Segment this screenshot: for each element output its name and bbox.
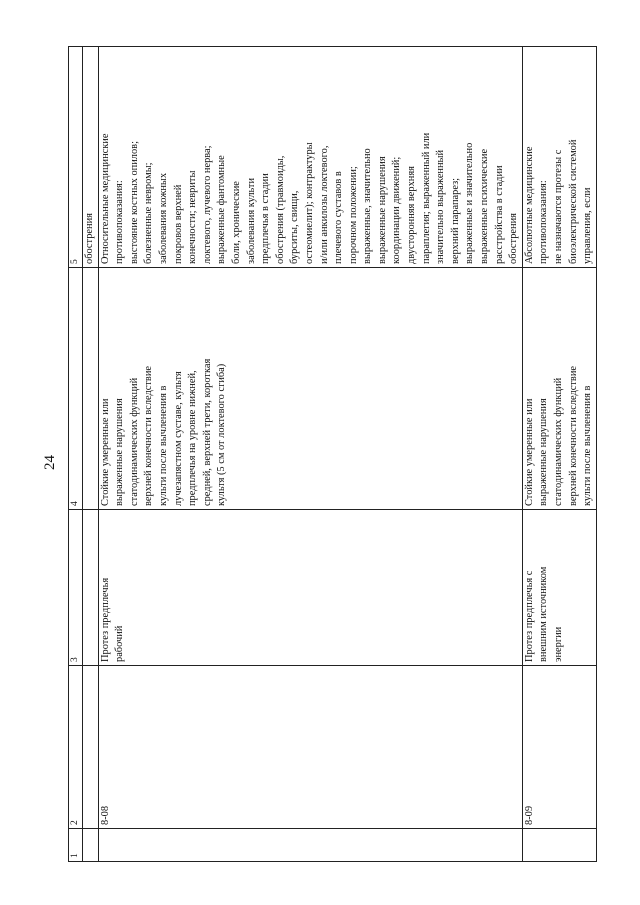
continuation-row (83, 47, 99, 862)
column-number: 2 (69, 666, 83, 829)
table-row (522, 47, 596, 862)
rotated-table-wrapper (68, 47, 594, 862)
contraindications-cell: Абсолютные медицинские противопоказания: не назначаются протезы с биоэлектрической системой управления, если (522, 47, 596, 268)
table-cell (98, 829, 522, 862)
indications-cell: Стойкие умеренные или выраженные нарушения статодинамических функций верхней конечности вследствие культи после вычленения в лучезапястном суставе, культя предплечья на уровне нижней, средней, верхней трети, короткая культя (5 см от локтевого сгиба) (98, 268, 522, 510)
table-row (98, 47, 522, 862)
indications-cell: Стойкие умеренные или выраженные нарушения статодинамических функций верхней конечности вследствие культи после вычленения в (522, 268, 596, 510)
column-number: 1 (69, 829, 83, 862)
product-name-cell: Протез предплечья с внешним источником энергии (522, 510, 596, 666)
contraindications-cell: обострения (83, 47, 99, 268)
column-number: 4 (69, 268, 83, 510)
table-cell (83, 510, 99, 666)
requirements-table (68, 46, 597, 862)
column-number: 5 (69, 47, 83, 268)
code-cell: 8-08 (98, 666, 522, 829)
page-number: 24 (42, 455, 58, 470)
contraindications-cell: Относительные медицинские противопоказания: выстояние костных опилов; болезненные невромы; заболевания кожных покровов верхней конечности; невриты локтевого, лучевого нерва; выраженные фантомные боли, хронические заболевания культи предплечья в стадии обострения (травмоиды, бурситы, свищи, остеомиелит); контрактуры и/или анкилозы локтевого, плечевого суставов в порочном положении; выраженные, значительно выраженные нарушения координации движений; двусторонняя верхняя параплегия; выраженный или значительно выраженный верхний парапарез; выраженные и значительно выраженные психические расстройства в стадии обострения (98, 47, 522, 268)
column-number-row (69, 47, 83, 862)
table-cell (522, 829, 596, 862)
table-cell (83, 268, 99, 510)
product-name-cell: Протез предплечья рабочий (98, 510, 522, 666)
table-cell (83, 666, 99, 829)
column-number: 3 (69, 510, 83, 666)
code-cell: 8-09 (522, 666, 596, 829)
table-cell (83, 829, 99, 862)
